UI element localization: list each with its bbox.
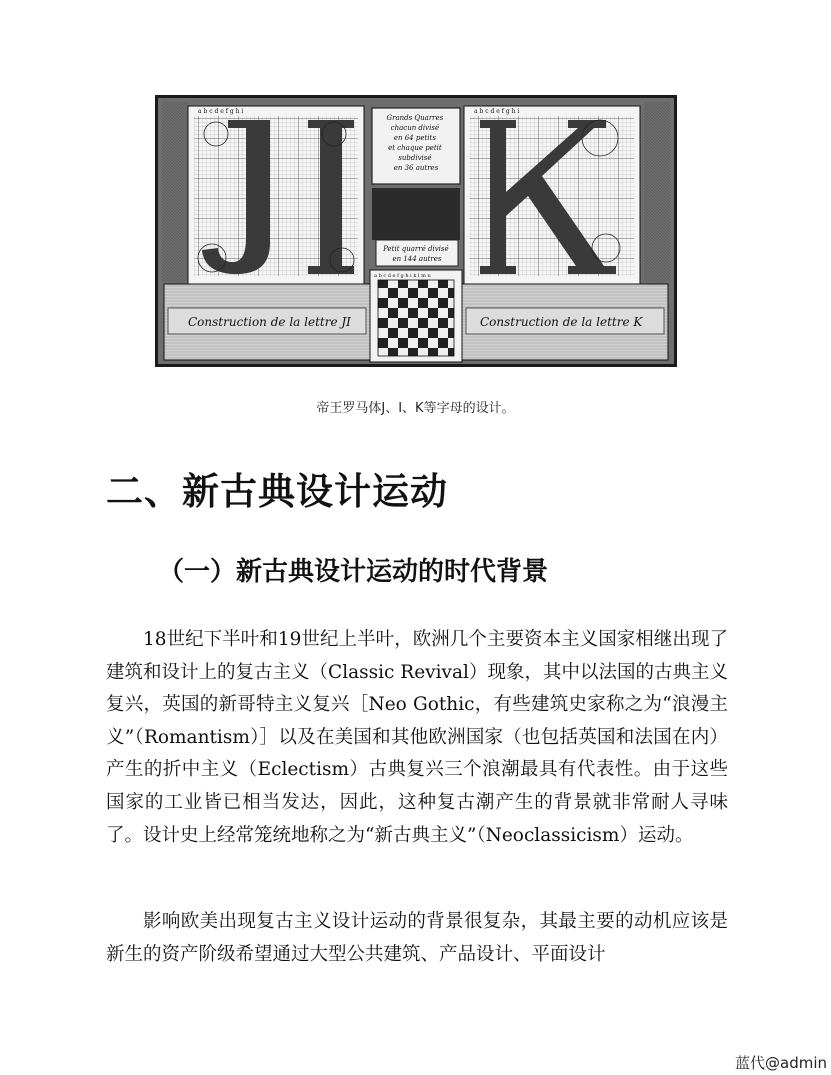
body-paragraph-1: 18世纪下半叶和19世纪上半叶，欧洲几个主要资本主义国家相继出现了建筑和设计上的复古主义（Classic Revival）现象，其中以法国的古典主义复兴，英国的新哥特主义复兴［Neo Gothic，有些建筑史家称之为“浪漫主义”（Romantism）］以及在美国和其他欧洲国家（也包括英国和法国在内）产生的折中主义（Eclectism）古典复兴三个浪潮最具有代表性。由于这些国家的工业皆已相当发达，因此，这种复古潮产生的背景就非常耐人寻味了。设计史上经常笼统地称之为“新古典主义”（Neoclassicism）运动。	[106, 629, 728, 846]
grid-board-left	[188, 106, 364, 284]
svg-text:Petit quarré divisé en: Petit quarré divisé en 144 autres	[383, 245, 449, 263]
section-heading: 二、新古典设计运动	[106, 470, 448, 513]
figure-caption: 帝王罗马体J、I、K等字母的设计。	[316, 401, 515, 416]
subsection-heading: （一）新古典设计运动的时代背景	[158, 557, 549, 587]
checkerboard	[370, 270, 462, 362]
letter-construction-engraving	[155, 95, 677, 367]
column-letters-left: a b c d e f g h i	[198, 108, 244, 115]
svg-text:Grands Quarres chacun: Grands Quarres chacun divisé en 64 petits et chaque petit subdivisé en 36 autres	[386, 114, 444, 172]
column-letters-right: a b c d e f g h i	[474, 108, 520, 115]
grid-board-right	[464, 106, 640, 284]
checker-letters: a b c d e f g h i k l m n	[374, 273, 431, 279]
banner-right-text: Construction de la lettre K	[480, 315, 643, 329]
watermark: 蓝代@admin	[735, 1054, 827, 1072]
body-paragraph-2: 影响欧美出现复古主义设计运动的背景很复杂，其最主要的动机应该是新生的资产阶级希望通过大型公共建筑、产品设计、平面设计	[106, 911, 728, 965]
banner-left-text: Construction de la lettre JI	[188, 315, 351, 329]
